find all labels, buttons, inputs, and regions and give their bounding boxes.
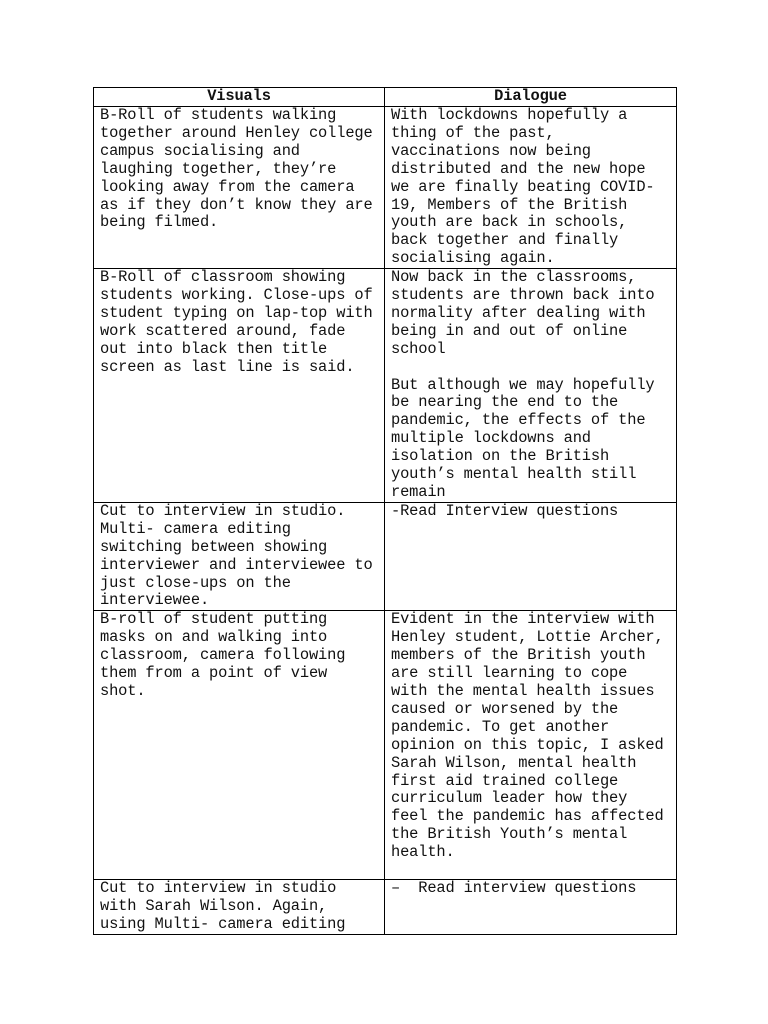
table-row: [94, 502, 677, 610]
dialogue-cell: Evident in the interview with Henley student, Lottie Archer, members of the British youth are still learning to cope with the mental health issues caused or worsened by the pandemic. To get another opinion on this topic, I asked Sarah Wilson, mental health first aid trained college curriculum leader how they feel the pandemic has affected the British Youth’s mental health.: [385, 611, 677, 880]
dialogue-cell: With lockdowns hopefully a thing of the past, vaccinations now being distributed and the new hope we are finally beating COVID-19, Members of the British youth are back in schools, back together and finally socialising again.: [385, 107, 677, 269]
table-row: [94, 107, 677, 269]
visuals-cell: B-Roll of classroom showing students working. Close-ups of student typing on lap-top with work scattered around, fade out into black then title screen as last line is said.: [94, 269, 385, 503]
visuals-cell: Cut to interview in studio. Multi- camera editing switching between showing interviewer and interviewee to just close-ups on the interviewee.: [94, 502, 385, 610]
visuals-header: Visuals: [94, 88, 385, 107]
script-table: [93, 87, 677, 935]
table-row: [94, 880, 677, 935]
table-row: [94, 611, 677, 880]
header-row: [94, 88, 677, 107]
dialogue-cell: -Read Interview questions: [385, 502, 677, 610]
visuals-cell: B-roll of student putting masks on and walking into classroom, camera following them from a point of view shot.: [94, 611, 385, 880]
visuals-cell: B-Roll of students walking together around Henley college campus socialising and laughing together, they’re looking away from the camera as if they don’t know they are being filmed.: [94, 107, 385, 269]
dialogue-paragraph: Now back in the classrooms, students are thrown back into normality after dealing with being in and out of online school: [391, 268, 664, 358]
table-row: [94, 269, 677, 503]
visuals-cell: Cut to interview in studio with Sarah Wilson. Again, using Multi- camera editing: [94, 880, 385, 935]
dialogue-paragraph: But although we may hopefully be nearing the end to the pandemic, the effects of the multiple lockdowns and isolation on the British youth’s mental health still remain: [391, 375, 664, 502]
paragraph-gap: [391, 359, 672, 377]
dialogue-cell: [385, 269, 677, 503]
dialogue-header: Dialogue: [385, 88, 677, 107]
dialogue-cell: – Read interview questions: [385, 880, 677, 935]
